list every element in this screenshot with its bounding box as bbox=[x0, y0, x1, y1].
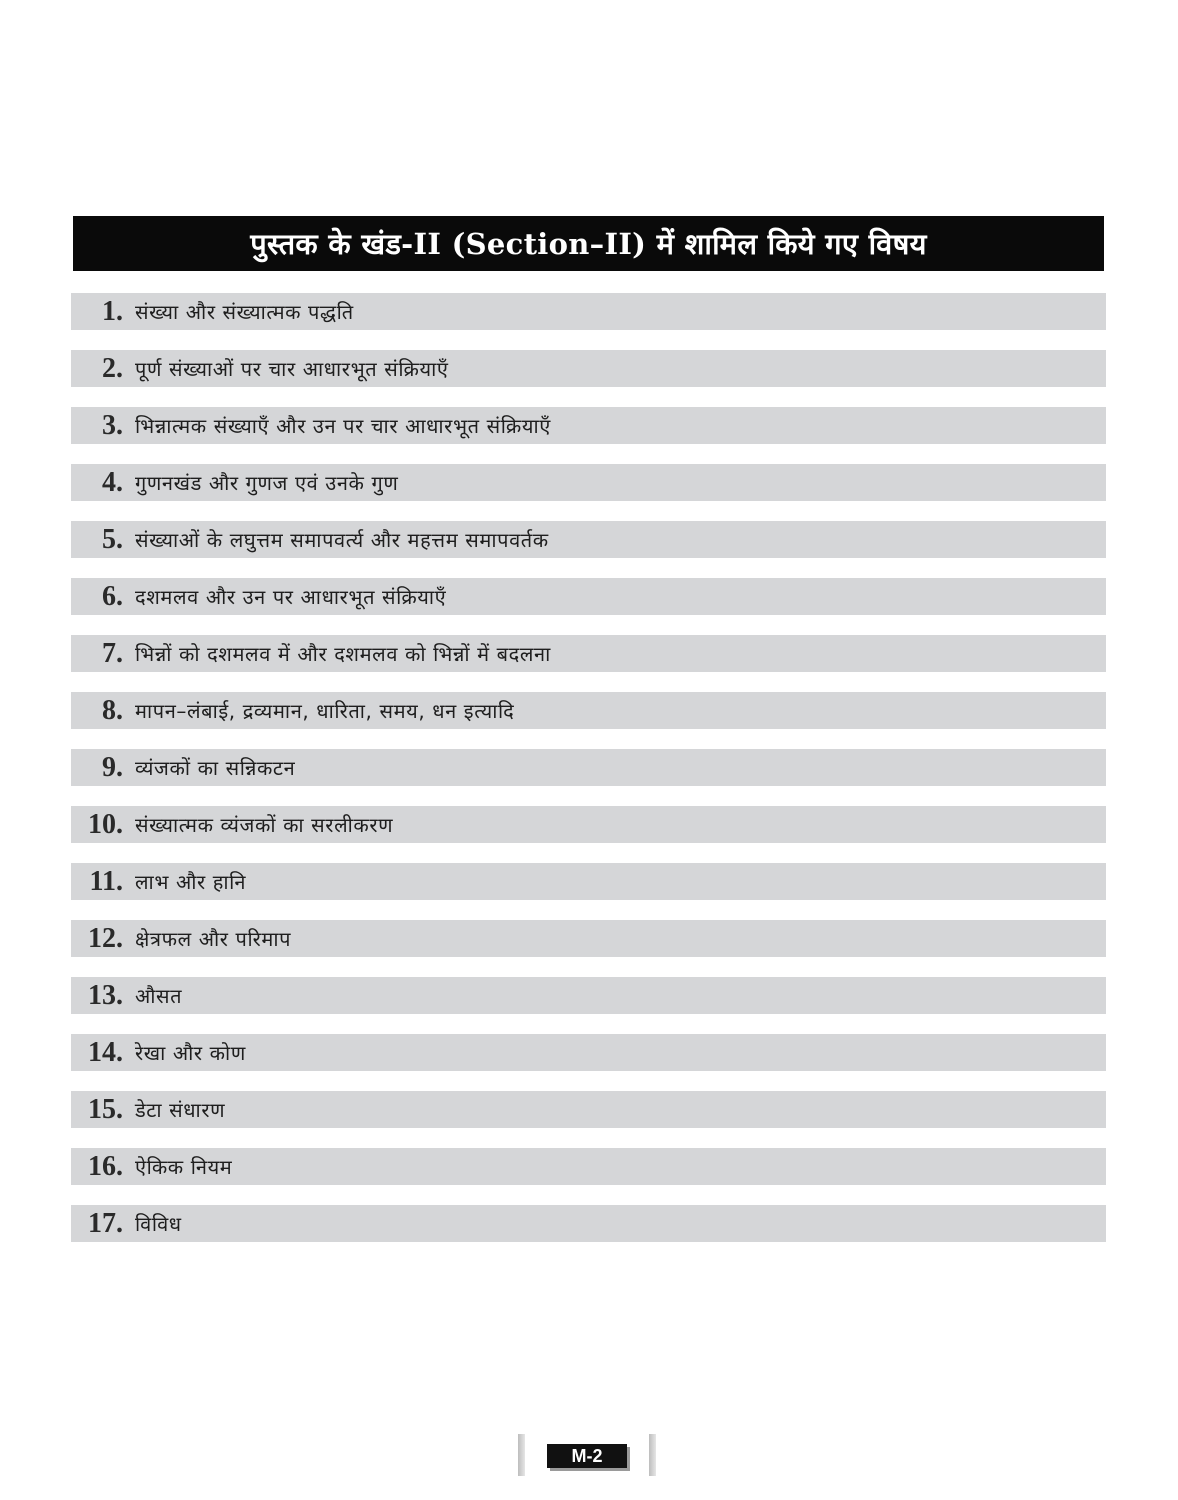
list-item bbox=[71, 464, 1106, 501]
item-number: 1. bbox=[102, 295, 123, 327]
item-label: संख्या और संख्यात्मक पद्धति bbox=[135, 300, 354, 324]
list-item bbox=[71, 749, 1106, 786]
item-label: ऐकिक नियम bbox=[135, 1155, 233, 1179]
list-item bbox=[71, 407, 1106, 444]
item-label: क्षेत्रफल और परिमाप bbox=[135, 927, 292, 951]
list-item bbox=[71, 350, 1106, 387]
page-marker-left-rule bbox=[518, 1434, 525, 1476]
item-number: 7. bbox=[102, 637, 123, 669]
list-item bbox=[71, 293, 1106, 330]
section-title: पुस्तक के खंड-II (Section–II) में शामिल किये गए विषय bbox=[250, 227, 927, 261]
list-item bbox=[71, 863, 1106, 900]
item-number: 13. bbox=[88, 979, 123, 1011]
item-label: भिन्नात्मक संख्याएँ और उन पर चार आधारभूत संक्रियाएँ bbox=[135, 414, 551, 438]
item-label: लाभ और हानि bbox=[135, 870, 247, 894]
item-label: रेखा और कोण bbox=[135, 1041, 246, 1065]
item-number: 14. bbox=[88, 1036, 123, 1068]
list-item bbox=[71, 806, 1106, 843]
item-label: पूर्ण संख्याओं पर चार आधारभूत संक्रियाएँ bbox=[135, 357, 449, 381]
item-number: 10. bbox=[88, 808, 123, 840]
item-number: 9. bbox=[102, 751, 123, 783]
item-number: 4. bbox=[102, 466, 123, 498]
item-label: भिन्नों को दशमलव में और दशमलव को भिन्नों में बदलना bbox=[135, 642, 551, 666]
page-number: M-2 bbox=[571, 1445, 603, 1466]
page-marker-right-rule bbox=[649, 1434, 656, 1476]
page-number-marker bbox=[518, 1434, 656, 1476]
list-item bbox=[71, 977, 1106, 1014]
section-title-bar bbox=[73, 216, 1104, 271]
page-number-box bbox=[547, 1444, 627, 1468]
list-item bbox=[71, 920, 1106, 957]
item-number: 12. bbox=[88, 922, 123, 954]
item-number: 8. bbox=[102, 694, 123, 726]
item-number: 17. bbox=[88, 1207, 123, 1239]
list-item bbox=[71, 1091, 1106, 1128]
item-number: 2. bbox=[102, 352, 123, 384]
item-label: संख्यात्मक व्यंजकों का सरलीकरण bbox=[135, 813, 394, 837]
item-label: मापन–लंबाई, द्रव्यमान, धारिता, समय, धन इत्यादि bbox=[135, 699, 515, 723]
item-number: 3. bbox=[102, 409, 123, 441]
list-item bbox=[71, 1148, 1106, 1185]
item-label: संख्याओं के लघुत्तम समापवर्त्य और महत्तम समापवर्तक bbox=[135, 528, 549, 552]
item-label: दशमलव और उन पर आधारभूत संक्रियाएँ bbox=[135, 585, 447, 609]
list-item bbox=[71, 692, 1106, 729]
item-label: औसत bbox=[135, 984, 183, 1008]
item-label: डेटा संधारण bbox=[135, 1098, 226, 1122]
item-label: व्यंजकों का सन्निकटन bbox=[135, 756, 296, 780]
list-item bbox=[71, 635, 1106, 672]
list-item bbox=[71, 1034, 1106, 1071]
item-number: 5. bbox=[102, 523, 123, 555]
item-label: गुणनखंड और गुणज एवं उनके गुण bbox=[135, 471, 399, 495]
item-number: 11. bbox=[89, 865, 123, 897]
item-number: 15. bbox=[88, 1093, 123, 1125]
list-item bbox=[71, 578, 1106, 615]
topic-list bbox=[71, 293, 1106, 1262]
item-number: 16. bbox=[88, 1150, 123, 1182]
item-label: विविध bbox=[135, 1212, 182, 1236]
list-item bbox=[71, 521, 1106, 558]
list-item bbox=[71, 1205, 1106, 1242]
item-number: 6. bbox=[102, 580, 123, 612]
